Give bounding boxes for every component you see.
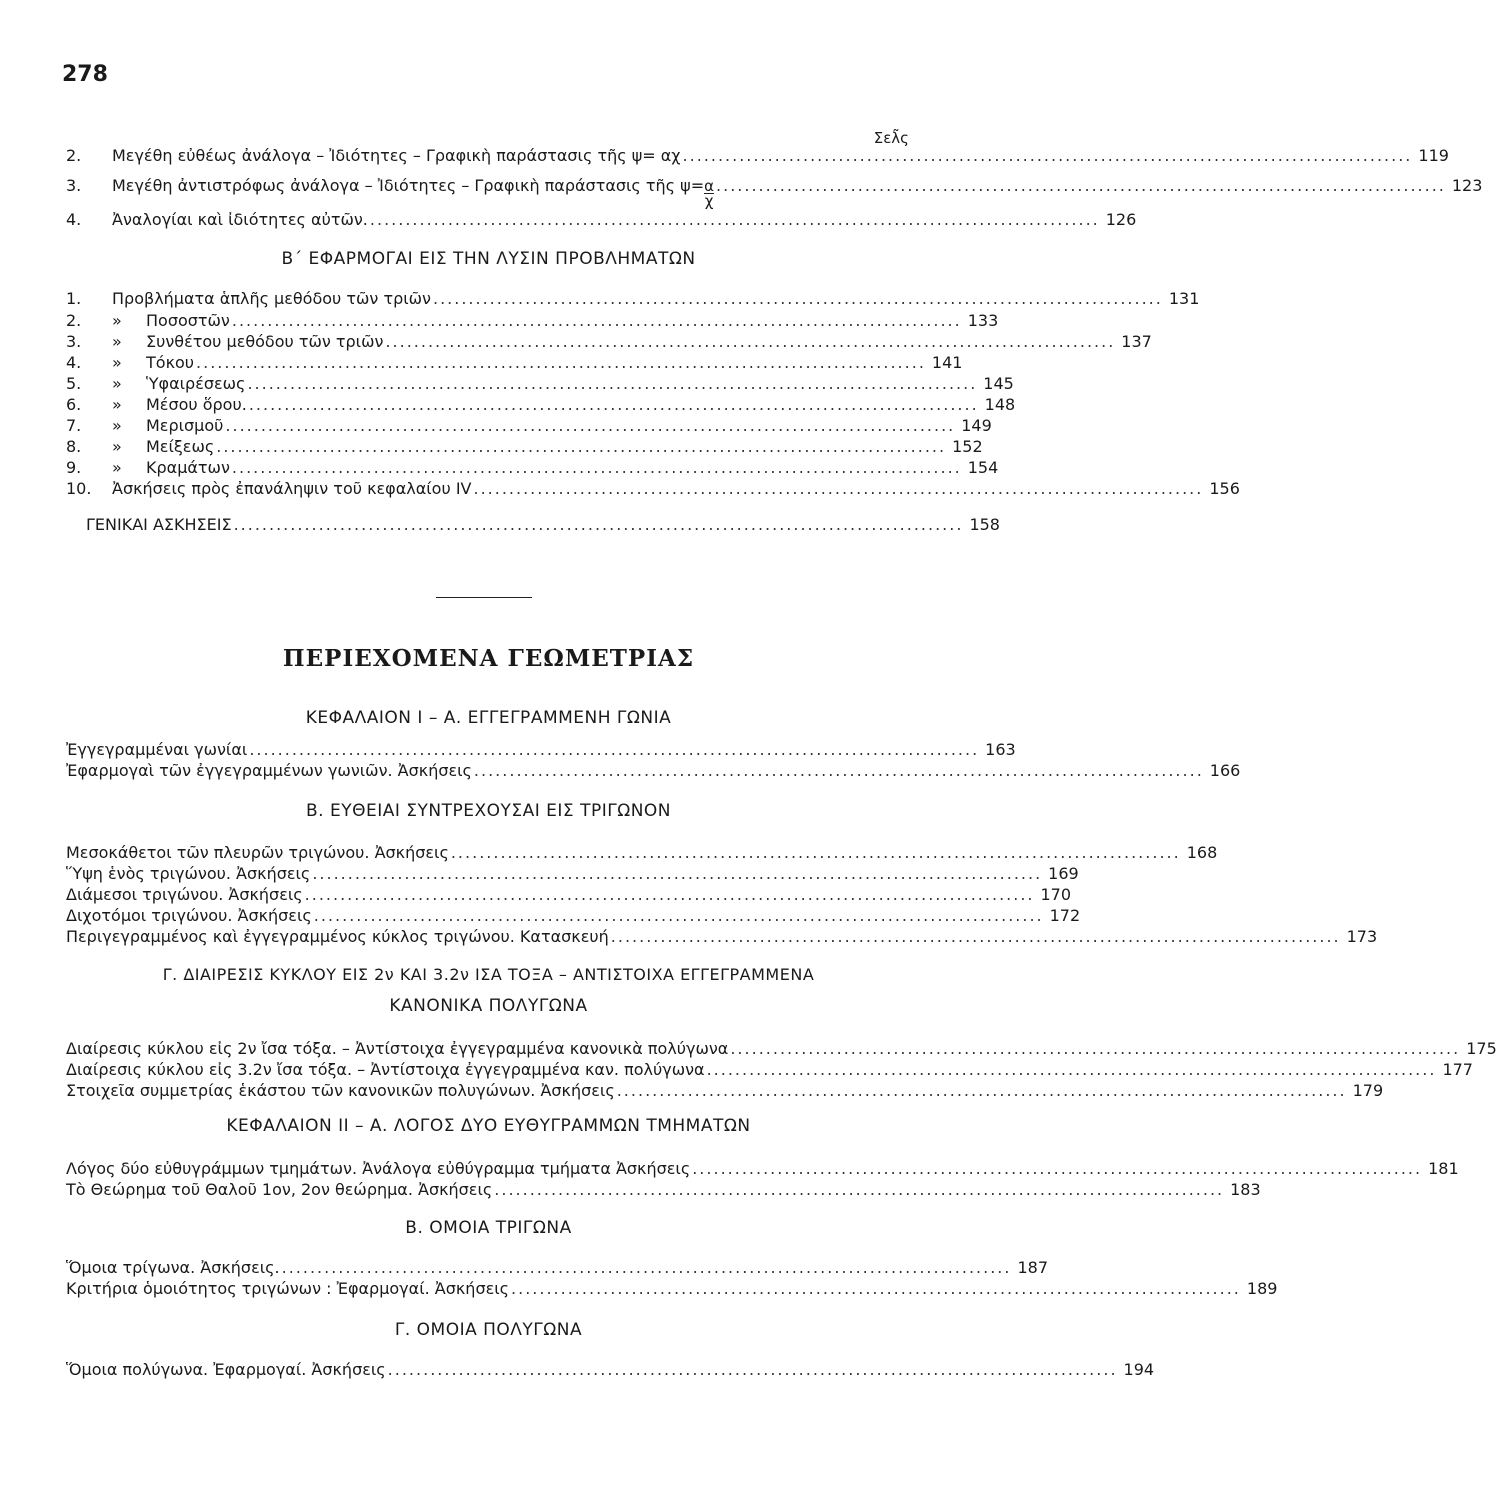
toc-entry [66, 479, 1240, 501]
page-title: ΠΕΡΙΕΧΟΜΕΝΑ ΓΕΩΜΕΤΡΙΑΣ [282, 645, 695, 672]
entry-text: Ἐφαρμογαὶ τῶν ἐγγεγραμμένων γωνιῶν. Ἀσκήσεις [66, 761, 472, 780]
section-heading: Β΄ ΕΦΑΡΜΟΓΑΙ ΕΙΣ ΤΗΝ ΛΥΣΙΝ ΠΡΟΒΛΗΜΑΤΩΝ [281, 249, 696, 269]
entry-text: Διαίρεσις κύκλου εἰς 3.2ν ἴσα τόξα. – Ἀντίστοιχα ἐγγεγραμμένα καν. πολύγωνα [66, 1060, 705, 1079]
dot-leader: ....................................................................................................... [231, 458, 962, 477]
entry-text: Μείξεως [146, 437, 215, 456]
entry-text: Ὑφαιρέσεως [146, 374, 246, 393]
ditto-mark: » [112, 458, 122, 477]
section-heading: Β. ΟΜΟΙΑ ΤΡΙΓΩΝΑ [405, 1218, 572, 1238]
entry-number: 3. [66, 176, 82, 195]
toc-entry [66, 1039, 1497, 1061]
entry-page: 187 [1017, 1258, 1049, 1277]
entry-text: Ὅμοια τρίγωνα. Ἀσκήσεις. [66, 1258, 280, 1277]
entry-page: 172 [1049, 906, 1081, 925]
toc-entry [66, 374, 1014, 396]
entry-page: 177 [1442, 1060, 1473, 1079]
entry-page: 173 [1346, 927, 1378, 946]
entry-page: 181 [1428, 1159, 1459, 1178]
dot-leader: ....................................................................................................... [473, 761, 1204, 780]
fraction-numerator: α [704, 177, 715, 195]
section-heading: Β. ΕΥΘΕΙΑΙ ΣΥΝΤΡΕΧΟΥΣΑΙ ΕΙΣ ΤΡΙΓΩΝΟΝ [305, 801, 672, 821]
dot-leader: ....................................................................................................... [473, 479, 1204, 498]
ditto-mark: » [112, 353, 122, 372]
toc-entry [66, 1180, 1261, 1202]
entry-page: 156 [1209, 479, 1240, 498]
entry-text: Διάμεσοι τριγώνου. Ἀσκήσεις [66, 885, 303, 904]
dot-leader: ....................................................................................................... [233, 515, 964, 534]
entry-number: 6. [66, 395, 82, 414]
entry-text: Προβλήματα ἁπλῆς μεθόδου τῶν τριῶν [112, 289, 431, 308]
dot-leader: ....................................................................................................... [369, 210, 1100, 229]
dot-leader: ....................................................................................................... [248, 395, 979, 414]
toc-entry [66, 437, 983, 459]
toc-entry [66, 1360, 1155, 1382]
entry-number: 10. [66, 479, 92, 498]
dot-leader: ....................................................................................................... [682, 146, 1413, 165]
entry-text: Περιγεγραμμένος καὶ ἐγγεγραμμένος κύκλος τριγώνου. Κατασκευή [66, 927, 609, 946]
entry-text: Κραμάτων [146, 458, 230, 477]
dot-leader: ....................................................................................................... [387, 1360, 1118, 1379]
dot-leader: ....................................................................................................... [494, 1180, 1225, 1199]
toc-entry [66, 458, 999, 480]
entry-page: 149 [961, 416, 992, 435]
dot-leader: ....................................................................................................... [281, 1258, 1012, 1277]
entry-page: 137 [1121, 332, 1152, 351]
entry-page: 152 [952, 437, 983, 456]
dot-leader: ....................................................................................................... [216, 437, 947, 456]
entry-number: 4. [66, 210, 82, 229]
entry-page: 119 [1418, 146, 1449, 165]
dot-leader: ....................................................................................................... [616, 1081, 1347, 1100]
toc-entry [66, 289, 1200, 311]
toc-entry [66, 395, 1016, 417]
toc-entry [66, 176, 1483, 210]
dot-leader: ....................................................................................................... [196, 353, 926, 372]
entry-text: Ἀναλογίαι καὶ ἰδιότητες αὐτῶν. [112, 210, 368, 229]
entry-page: 154 [967, 458, 999, 477]
toc-entry [66, 311, 999, 333]
entry-text: Τόκου [146, 353, 195, 372]
dot-leader: ....................................................................................................... [692, 1159, 1423, 1178]
toc-entry [66, 353, 963, 375]
entry-text: Κριτήρια ὁμοιότητος τριγώνων : Ἐφαρμογαί. Ἀσκήσεις [66, 1279, 510, 1298]
dot-leader: ....................................................................................................... [385, 332, 1116, 351]
dot-leader: ....................................................................................................... [432, 289, 1163, 308]
entry-text: Τὸ Θεώρημα τοῦ Θαλοῦ 1ον, 2ον θεώρημα. Ἀσκήσεις [66, 1180, 493, 1199]
divider [436, 597, 532, 598]
entry-number: 3. [66, 332, 82, 351]
toc-entry [86, 515, 1000, 537]
entry-text: Στοιχεῖα συμμετρίας ἑκάστου τῶν κανονικῶν πολυγώνων. Ἀσκήσεις [66, 1081, 615, 1100]
dot-leader: ....................................................................................................... [225, 416, 956, 435]
entry-text: Διαίρεσις κύκλου εἰς 2ν ἴσα τόξα. – Ἀντίστοιχα ἐγγεγραμμένα κανονικὰ πολύγωνα [66, 1039, 729, 1058]
entry-page: 163 [985, 740, 1016, 759]
dot-leader: ....................................................................................................... [610, 927, 1341, 946]
entry-page: 141 [931, 353, 963, 372]
dot-leader: ....................................................................................................... [249, 740, 980, 759]
ditto-mark: » [112, 374, 122, 393]
dot-leader: ....................................................................................................... [247, 374, 978, 393]
dot-leader: ....................................................................................................... [312, 864, 1043, 883]
ditto-mark: » [112, 416, 122, 435]
entry-number: 5. [66, 374, 82, 393]
entry-text: Ἀσκήσεις πρὸς ἐπανάληψιν τοῦ κεφαλαίου IV [112, 479, 472, 498]
ditto-mark: » [112, 311, 122, 330]
page-number: 278 [62, 62, 108, 87]
entry-page: 158 [969, 515, 1000, 534]
toc-entry [66, 210, 1137, 232]
section-heading: Γ. ΔΙΑΙΡΕΣΙΣ ΚΥΚΛΟΥ ΕΙΣ 2ν ΚΑΙ 3.2ν ΙΣΑ ΤΟΞΑ – ΑΝΤΙΣΤΟΙΧΑ ΕΓΓΕΓΡΑΜΜΕΝΑ [162, 965, 815, 984]
section-heading: ΚΑΝΟΝΙΚΑ ΠΟΛΥΓΩΝΑ [389, 996, 588, 1016]
dot-leader: ....................................................................................................... [706, 1060, 1437, 1079]
toc-entry [66, 1060, 1473, 1082]
entry-number: 9. [66, 458, 82, 477]
section-heading: ΚΕΦΑΛΑΙΟΝ Ι – Α. ΕΓΓΕΓΡΑΜΜΕΝΗ ΓΩΝΙΑ [305, 708, 672, 728]
entry-text: Μέσου ὅρου. [146, 395, 247, 414]
entry-number: 2. [66, 146, 82, 165]
toc-entry [66, 1258, 1049, 1280]
entry-text: Ὅμοια πολύγωνα. Ἐφαρμογαί. Ἀσκήσεις [66, 1360, 386, 1379]
toc-entry [66, 1081, 1384, 1103]
entry-page: 131 [1168, 289, 1200, 308]
dot-leader: ....................................................................................................... [730, 1039, 1461, 1058]
toc-entry [66, 740, 1016, 762]
entry-page: 183 [1230, 1180, 1261, 1199]
entry-text: Ὕψη ἑνὸς τριγώνου. Ἀσκήσεις [66, 864, 311, 883]
toc-entry [66, 885, 1072, 907]
toc-entry [66, 843, 1218, 865]
entry-page: 145 [983, 374, 1014, 393]
entry-page: 166 [1209, 761, 1241, 780]
toc-entry [66, 1279, 1278, 1301]
toc-entry [66, 927, 1378, 949]
toc-entry [66, 146, 1449, 168]
entry-text: Συνθέτου μεθόδου τῶν τριῶν [146, 332, 384, 351]
entry-page: 169 [1048, 864, 1079, 883]
entry-page: 179 [1352, 1081, 1384, 1100]
entry-page: 148 [984, 395, 1016, 414]
toc-entry [66, 1159, 1459, 1181]
entry-page: 170 [1040, 885, 1072, 904]
fraction [704, 179, 714, 208]
entry-text: ΓΕΝΙΚΑΙ ΑΣΚΗΣΕΙΣ [86, 515, 232, 534]
toc-entry [66, 332, 1152, 354]
entry-text: Μεγέθη ἀντιστρόφως ἀνάλογα – Ἰδιότητες – Γραφικὴ παράστασις τῆς ψ= [112, 176, 705, 195]
toc-entry [66, 761, 1241, 783]
dot-leader: ....................................................................................................... [313, 906, 1044, 925]
toc-entry [66, 864, 1079, 886]
dot-leader: ....................................................................................................... [450, 843, 1181, 862]
entry-text: Λόγος δύο εὐθυγράμμων τμημάτων. Ἀνάλογα εὐθύγραμμα τμήματα Ἀσκήσεις [66, 1159, 691, 1178]
entry-text: Μερισμοῦ [146, 416, 224, 435]
entry-page: 133 [967, 311, 999, 330]
page-column-label: Σελ͂ς [873, 129, 909, 147]
entry-text: Ποσοστῶν [146, 311, 230, 330]
entry-page: 175 [1466, 1039, 1497, 1058]
entry-text: Διχοτόμοι τριγώνου. Ἀσκήσεις [66, 906, 312, 925]
entry-number: 2. [66, 311, 82, 330]
dot-leader: ....................................................................................................... [716, 176, 1446, 195]
dot-leader: ....................................................................................................... [304, 885, 1035, 904]
entry-number: 7. [66, 416, 82, 435]
entry-text: Μεγέθη εὐθέως ἀνάλογα – Ἰδιότητες – Γραφικὴ παράστασις τῆς ψ= αχ [112, 146, 681, 165]
entry-page: 123 [1451, 176, 1483, 195]
section-heading: Γ. ΟΜΟΙΑ ΠΟΛΥΓΩΝΑ [394, 1320, 583, 1340]
section-heading: ΚΕΦΑΛΑΙΟΝ ΙΙ – Α. ΛΟΓΟΣ ΔΥΟ ΕΥΘΥΓΡΑΜΜΩΝ ΤΜΗΜΑΤΩΝ [226, 1116, 751, 1136]
fraction-denominator: χ [704, 192, 714, 210]
entry-page: 168 [1186, 843, 1218, 862]
entry-text: Μεσοκάθετοι τῶν πλευρῶν τριγώνου. Ἀσκήσεις [66, 843, 449, 862]
dot-leader: ....................................................................................................... [511, 1279, 1241, 1298]
entry-number: 8. [66, 437, 82, 456]
entry-page: 126 [1105, 210, 1137, 229]
entry-number: 4. [66, 353, 82, 372]
ditto-mark: » [112, 332, 122, 351]
entry-page: 189 [1246, 1279, 1278, 1298]
entry-page: 194 [1123, 1360, 1155, 1379]
ditto-mark: » [112, 437, 122, 456]
dot-leader: ....................................................................................................... [231, 311, 962, 330]
entry-number: 1. [66, 289, 82, 308]
entry-text: Ἐγγεγραμμέναι γωνίαι [66, 740, 248, 759]
toc-entry [66, 906, 1081, 928]
ditto-mark: » [112, 395, 122, 414]
toc-entry [66, 416, 992, 438]
